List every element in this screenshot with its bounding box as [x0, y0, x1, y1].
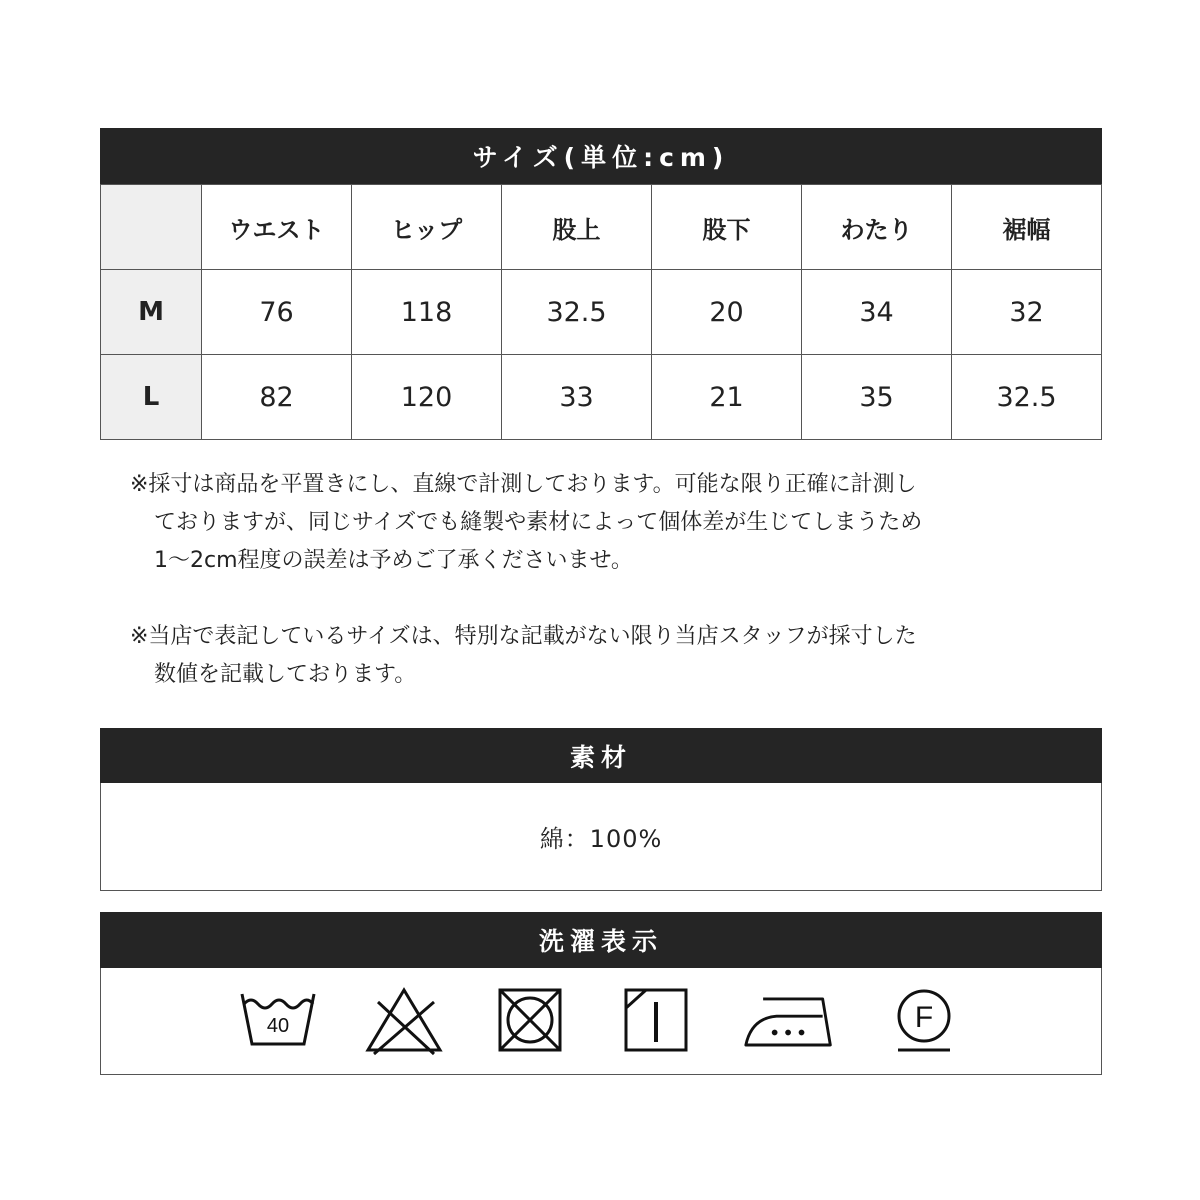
note-line: ※当店で表記しているサイズは、特別な記載がない限り当店スタッフが採寸した — [130, 624, 917, 649]
table-cell: 33 — [502, 355, 652, 440]
line-dry-shade-icon — [616, 986, 696, 1056]
table-cell: 20 — [652, 270, 802, 355]
table-cell: 21 — [652, 355, 802, 440]
care-title: 洗濯表示 — [538, 927, 663, 956]
size-section — [100, 128, 1102, 440]
table-cell: 76 — [202, 270, 352, 355]
size-header — [100, 128, 1102, 184]
no-bleach-icon — [364, 986, 444, 1056]
care-header — [100, 912, 1102, 968]
no-tumble-dry-icon — [490, 986, 570, 1056]
material-header — [100, 728, 1102, 783]
table-cell: 82 — [202, 355, 352, 440]
dryclean-f-icon — [884, 986, 964, 1056]
row-header-size: L — [101, 355, 202, 440]
table-corner-cell — [101, 185, 202, 270]
iron-high-icon — [742, 986, 838, 1056]
material-section — [100, 728, 1102, 891]
material-title: 素材 — [569, 742, 632, 772]
note-line: 1～2cm程度の誤差は予めご了承くださいませ。 — [154, 548, 633, 573]
size-table-header-row — [101, 185, 1102, 270]
note-line: ておりますが、同じサイズでも縫製や素材によって個体差が生じてしまうため — [154, 510, 923, 535]
col-header-hip: ヒップ — [352, 185, 502, 270]
table-cell: 32.5 — [952, 355, 1102, 440]
col-header-inseam: 股下 — [652, 185, 802, 270]
size-title: サイズ(単位:cm) — [472, 143, 730, 172]
col-header-waist: ウエスト — [202, 185, 352, 270]
dryclean-letter: F — [914, 1001, 934, 1034]
table-row — [101, 270, 1102, 355]
table-cell: 32.5 — [502, 270, 652, 355]
material-content: 綿：100% — [539, 825, 663, 853]
care-icons-row — [238, 986, 964, 1056]
wash-40-icon — [238, 986, 318, 1056]
row-header-size: M — [101, 270, 202, 355]
table-row — [101, 355, 1102, 440]
table-cell: 34 — [802, 270, 952, 355]
table-cell: 35 — [802, 355, 952, 440]
note-line: ※採寸は商品を平置きにし、直線で計測しております。可能な限り正確に計測し — [130, 472, 917, 497]
col-header-rise: 股上 — [502, 185, 652, 270]
col-header-thigh: わたり — [802, 185, 952, 270]
care-section — [100, 912, 1102, 1075]
care-box — [100, 968, 1102, 1075]
wash-temp-label: 40 — [266, 1015, 290, 1037]
col-header-hem: 裾幅 — [952, 185, 1102, 270]
measurement-notes — [130, 466, 1030, 694]
table-cell: 120 — [352, 355, 502, 440]
table-cell: 118 — [352, 270, 502, 355]
note-line: 数値を記載しております。 — [154, 662, 417, 687]
material-box — [100, 783, 1102, 891]
table-cell: 32 — [952, 270, 1102, 355]
size-table — [100, 184, 1102, 440]
